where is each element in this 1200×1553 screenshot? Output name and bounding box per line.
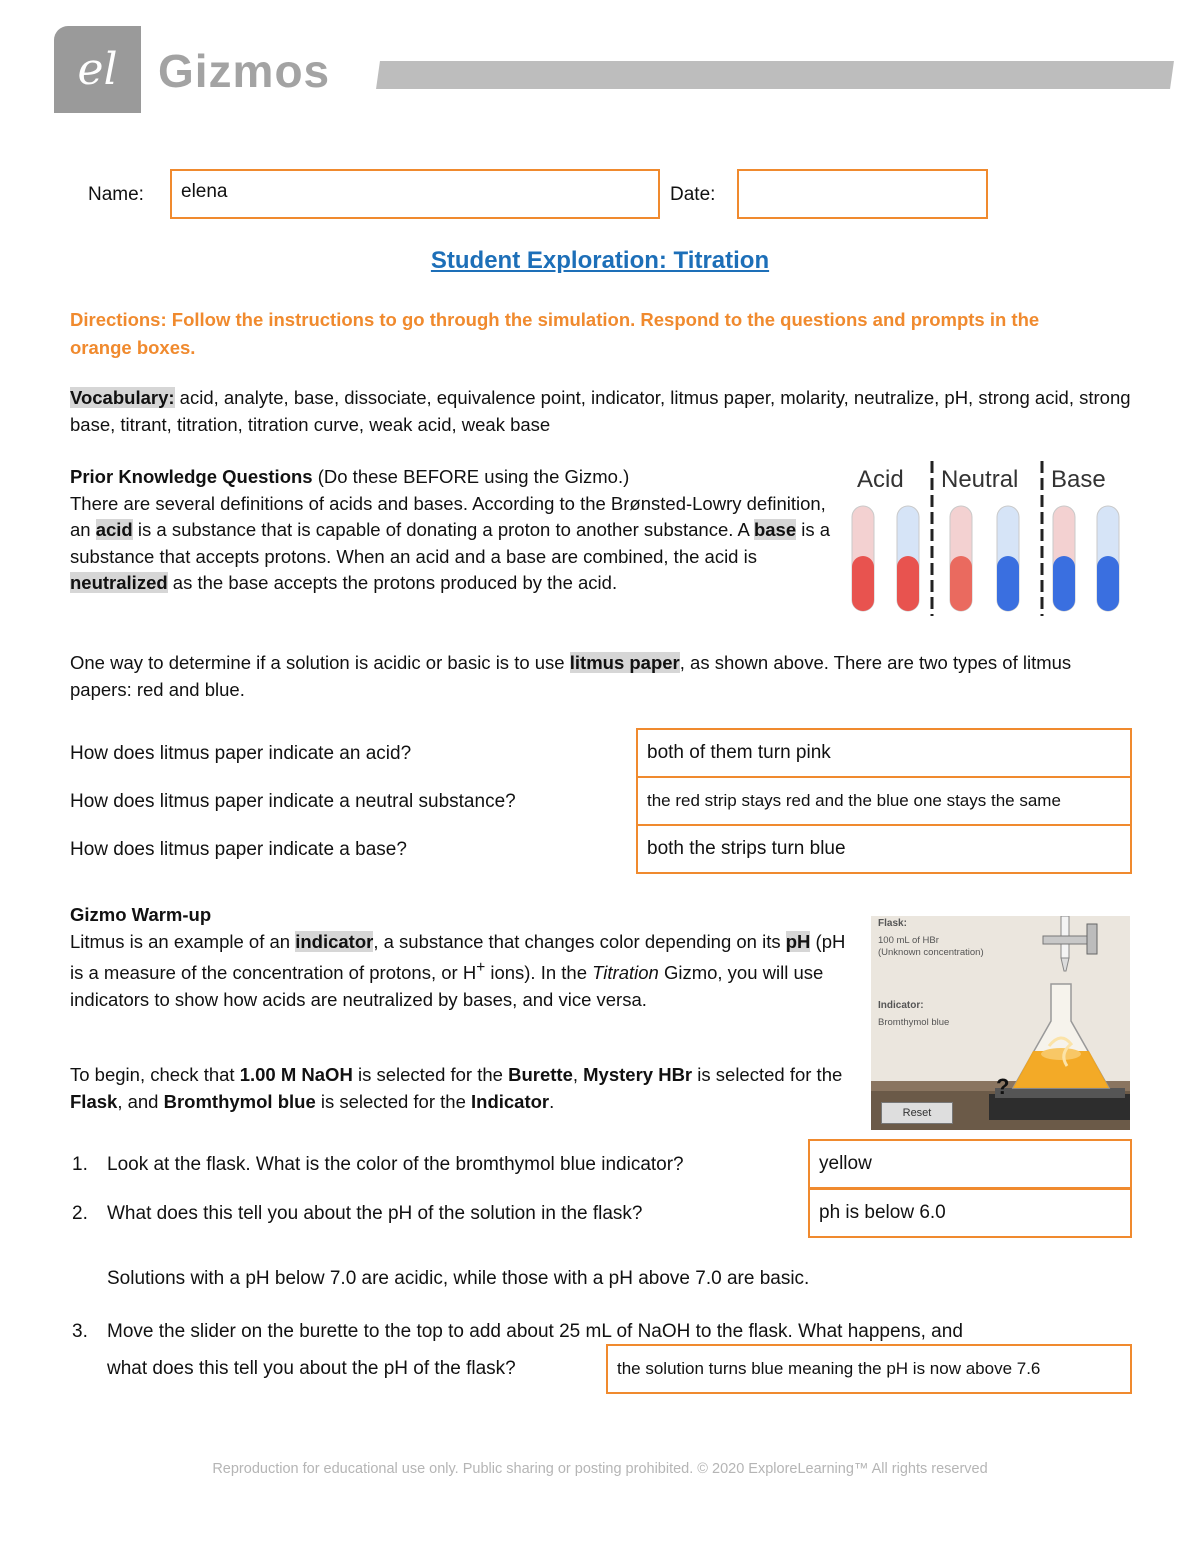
setup-text: is selected for the: [692, 1064, 843, 1085]
tube-label-neutral: Neutral: [941, 466, 1019, 493]
name-field[interactable]: elena: [170, 169, 660, 219]
warmup-text: Litmus is an example of an: [70, 930, 296, 952]
tube-neutral-2: [997, 506, 1019, 611]
svg-text:?: ?: [996, 1074, 1010, 1099]
gizmo-name: Titration: [592, 962, 659, 984]
gizmo-flask-line1: 100 mL of HBr: [878, 935, 939, 946]
setup-text: ,: [572, 1064, 584, 1085]
question-1-answer[interactable]: yellow: [808, 1139, 1132, 1189]
question-2-answer[interactable]: ph is below 6.0: [808, 1188, 1132, 1238]
litmus-answer-base[interactable]: both the strips turn blue: [636, 824, 1132, 874]
term-indicator: indicator: [295, 930, 374, 952]
tube-label-acid: Acid: [857, 466, 904, 493]
question-3-number: 3.: [72, 1321, 88, 1342]
header-bar: [376, 61, 1174, 89]
question-3-text-line2: what does this tell you about the pH of the flask?: [107, 1358, 516, 1379]
warmup-text: (pH is a measure of the concentration of protons, or H: [70, 930, 846, 984]
question-1-number: 1.: [72, 1154, 88, 1175]
gizmo-indicator-value: Bromthymol blue: [878, 1017, 950, 1028]
vocabulary-list: acid, analyte, base, dissociate, equivalence point, indicator, litmus paper, molarity, neutralize, pH, strong acid, strong base, titrant, titration, titration curve, weak acid, weak base: [70, 387, 1131, 435]
tube-neutral-1: [950, 506, 972, 611]
tube-acid-2: [897, 506, 919, 611]
gizmo-flask-label: Flask:: [878, 918, 907, 929]
superscript-plus: +: [476, 959, 486, 976]
litmus-answer-neutral[interactable]: the red strip stays red and the blue one stays the same: [636, 776, 1132, 826]
date-field[interactable]: [737, 169, 988, 219]
prior-text: is a substance that is capable of donating a proton to another substance. A: [132, 519, 754, 540]
question-2-number: 2.: [72, 1203, 88, 1224]
directions-text: Directions: Follow the instructions to go through the simulation. Respond to the questions and prompts in the orange boxes.: [70, 309, 1040, 358]
setup-text: .: [549, 1090, 555, 1112]
footer-copyright: Reproduction for educational use only. Public sharing or posting prohibited. © 2020 ExploreLearning™ All rights reserved: [212, 1461, 988, 1477]
date-label: Date:: [670, 184, 716, 205]
term-acid: acid: [95, 519, 133, 540]
setup-bromthymol: Bromthymol blue: [163, 1090, 316, 1112]
logo-mark: el: [77, 44, 118, 95]
term-base: base: [753, 519, 797, 540]
question-1-text: Look at the flask. What is the color of the bromthymol blue indicator?: [107, 1154, 684, 1175]
prior-text: as the base accepts the protons produced by the acid.: [167, 572, 618, 593]
setup-text: is selected for the: [352, 1064, 509, 1085]
tube-acid-1: [852, 506, 874, 611]
prior-heading-note: (Do these BEFORE using the Gizmo.): [312, 466, 630, 487]
vocabulary-paragraph: [70, 385, 1135, 438]
litmus-paragraph: [70, 650, 1135, 703]
warmup-text: ions). In the: [485, 962, 593, 984]
gizmo-indicator-label: Indicator:: [878, 1000, 924, 1011]
tube-label-base: Base: [1051, 466, 1106, 493]
brand-name: Gizmos: [158, 45, 331, 97]
prior-knowledge-heading: Prior Knowledge Questions: [70, 466, 313, 487]
vocabulary-label: Vocabulary:: [70, 387, 175, 408]
gizmo-screenshot: [871, 916, 1130, 1130]
litmus-text: , as shown above. There are two types of litmus papers: red and blue.: [70, 652, 1072, 700]
gizmo-flask-line2: (Unknown concentration): [878, 947, 984, 958]
setup-text: is selected for the: [315, 1090, 472, 1112]
setup-text: To begin, check that: [70, 1064, 240, 1085]
tube-base-2: [1097, 506, 1119, 611]
test-tubes-drawing: [845, 456, 1130, 621]
question-3-text-line1: Move the slider on the burette to the top to add about 25 mL of NaOH to the flask. What happens, and: [107, 1321, 963, 1342]
question-2-text: What does this tell you about the pH of the solution in the flask?: [107, 1203, 643, 1224]
setup-paragraph: [70, 1062, 850, 1115]
litmus-text: One way to determine if a solution is acidic or basic is to use: [70, 652, 570, 673]
term-litmus-paper: litmus paper: [569, 652, 680, 673]
setup-hbr: Mystery HBr: [583, 1064, 693, 1085]
question-3-answer[interactable]: the solution turns blue meaning the pH is now above 7.6: [606, 1344, 1132, 1394]
warmup-paragraph: [70, 902, 850, 1013]
litmus-question-neutral: How does litmus paper indicate a neutral substance?: [70, 791, 516, 812]
warmup-text: , a substance that changes color depending on its: [373, 930, 786, 952]
litmus-question-acid: How does litmus paper indicate an acid?: [70, 743, 412, 764]
litmus-question-base: How does litmus paper indicate a base?: [70, 839, 407, 860]
setup-text: , and: [117, 1090, 164, 1112]
prior-knowledge-paragraph: [70, 464, 840, 597]
setup-burette: Burette: [508, 1064, 573, 1085]
litmus-answer-acid[interactable]: both of them turn pink: [636, 728, 1132, 778]
warmup-heading: Gizmo Warm-up: [70, 904, 212, 925]
tube-base-1: [1053, 506, 1075, 611]
warmup-text: Gizmo, you will use indicators to show how acids are neutralized by bases, and vice versa.: [70, 962, 824, 1010]
term-neutralized: neutralized: [70, 572, 168, 593]
name-label: Name:: [88, 184, 144, 205]
prior-text: There are several definitions of acids and bases. According to the Brønsted-Lowry definition, an: [70, 492, 826, 540]
setup-indicator: Indicator: [471, 1090, 550, 1112]
page-title: Student Exploration: Titration: [430, 247, 770, 274]
prior-text: is a substance that accepts protons. When an acid and a base are combined, the acid is: [70, 519, 831, 567]
gizmo-reset-button: Reset: [881, 1102, 953, 1124]
ph-note: Solutions with a pH below 7.0 are acidic, while those with a pH above 7.0 are basic.: [107, 1268, 810, 1289]
term-ph: pH: [785, 930, 811, 952]
setup-naoh: 1.00 M NaOH: [239, 1064, 353, 1085]
litmus-tubes-image: [845, 456, 1130, 621]
setup-flask: Flask: [70, 1090, 118, 1112]
